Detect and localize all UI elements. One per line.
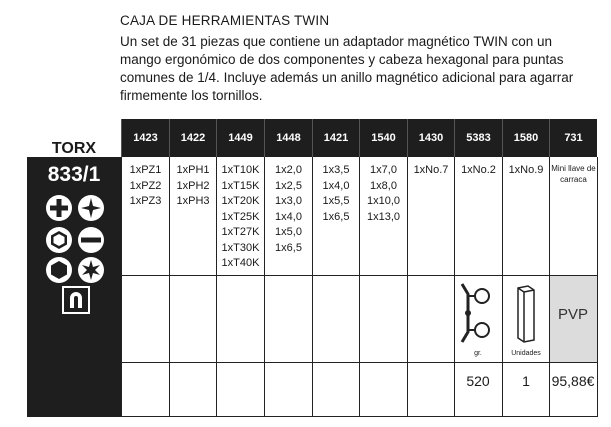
price-cell [549,362,597,417]
phillips-icon [77,194,105,222]
item-text: 1xPH3 [176,195,210,207]
price-cell [312,362,359,417]
row-divider [121,416,597,417]
item-text: 1x6,5 [275,241,302,254]
price-cell [407,362,454,417]
row-divider [121,275,597,276]
item-text: 1xT30K [221,241,260,254]
item-text: 1x5,0 [275,226,302,238]
item-text: 1xT25K [221,210,260,223]
column-header: 5383 [454,119,502,157]
price-cell [169,362,216,417]
item-text: 1x3,5 [322,164,350,176]
hex-icon [45,226,73,254]
item-text: 1xPH1 [176,164,210,176]
slotted-icon [77,226,105,254]
column-header: 1421 [312,119,359,157]
column-header: 1423 [121,119,169,157]
item-text: 1xT10K [221,164,260,176]
item-text: 1xPZ2 [129,179,162,192]
screwdriver-set-icon [458,282,498,344]
item-text: 1x4,0 [322,179,350,192]
product-description: Un set de 31 piezas que contiene un adaptador magnético TWIN con un mango ergonómico de dos componentes y cabeza hexagonal para puntas comunes de 1/4. Incluye además un anillo magnético adicional para agarrar firmemente los tornillos. [120,34,574,103]
item-text: 1xT15K [221,179,260,192]
units-value: 1 [522,373,530,389]
price-cell [216,362,264,417]
item-text: 1xT40K [221,257,260,269]
item-text: 1xT20K [221,195,260,207]
packaging-cell [121,275,169,362]
column-header: 1540 [359,119,407,157]
column-items [502,157,549,275]
weight-label: gr. [474,350,482,357]
item-text: 1xNo.2 [461,164,496,176]
item-text: 1x2,5 [275,179,302,192]
column-items [312,157,359,275]
item-text: 1x3,0 [275,195,302,207]
column-header: 1430 [407,119,454,157]
price-cell [502,362,549,417]
column-header: 731 [549,119,597,157]
item-text: 1xNo.9 [508,164,544,176]
price-cell [359,362,407,417]
pozidriv-icon [45,194,73,222]
item-text: 1x10,0 [366,195,401,207]
price-cell [454,362,502,417]
price-cell [264,362,312,417]
packaging-cell [264,275,312,362]
column-items [407,157,454,275]
product-title: CAJA DE HERRAMIENTAS TWIN [120,13,330,28]
column-header: 1422 [169,119,216,157]
row-divider [121,362,597,363]
item-text: 1x7,0 [370,164,397,176]
model-number: 833/1 [47,163,101,186]
brand-label: TORX [51,140,97,157]
column-header: 1449 [216,119,264,157]
item-text: 1x8,0 [370,179,397,192]
torx-icon [77,256,105,284]
column-items [169,157,216,275]
item-text: 1x6,5 [322,210,350,223]
price-value: 95,88€ [551,373,595,389]
packaging-cell [216,275,264,362]
item-text: 1x4,0 [275,210,302,223]
column-items [359,157,407,275]
column-items [549,157,597,275]
packaging-cell [169,275,216,362]
pvp-label: PVP [557,306,588,323]
item-text: 1x5,5 [322,195,350,207]
hex-socket-icon [45,256,73,284]
column-items [216,157,264,275]
item-text: 1xT27K [221,226,260,238]
item-text: Mini llave de carraca [551,164,596,184]
item-text: 1x13,0 [366,210,401,223]
item-text: 1xNo.7 [413,164,449,176]
column-header: 1448 [264,119,312,157]
column-items [454,157,502,275]
column-items [264,157,312,275]
box-icon [512,284,540,344]
packaging-cell [407,275,454,362]
packaging-cell [312,275,359,362]
packaging-cell [359,275,407,362]
item-text: 1xPZ3 [129,195,162,207]
price-cell [121,362,169,417]
weight-value: 520 [466,373,490,389]
item-text: 1xPZ1 [129,164,162,176]
magnet-icon [62,286,90,314]
item-text: 1x2,0 [275,164,302,176]
units-label: Unidades [511,350,541,357]
table-right-border [597,157,598,417]
column-header: 1580 [502,119,549,157]
item-text: 1xPH2 [176,179,210,192]
column-items [121,157,169,275]
